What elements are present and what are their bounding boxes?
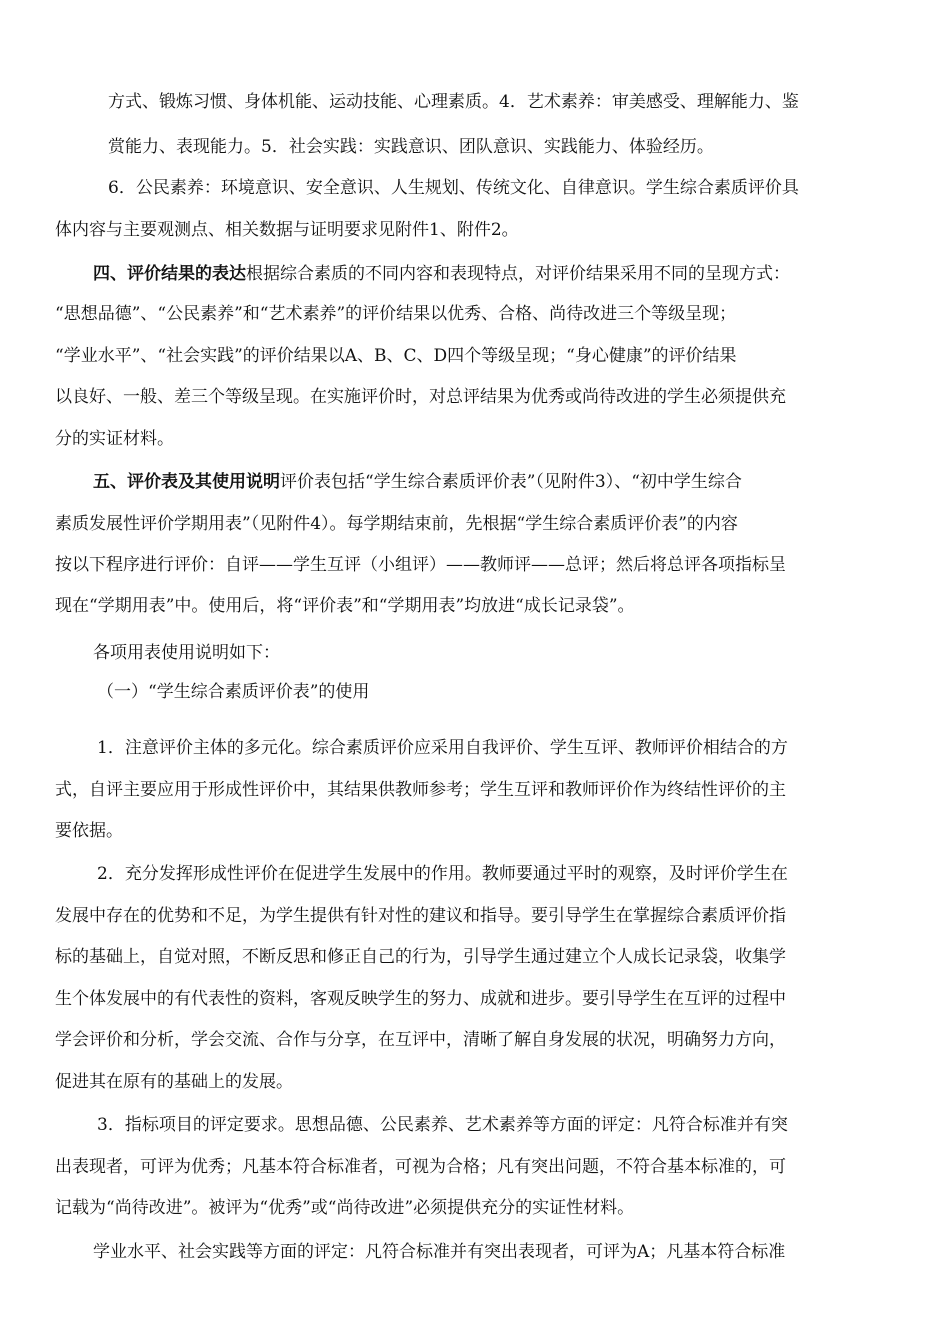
item-2-line: 发展中存在的优势和不足，为学生提供有针对性的建议和指导。要引导学生在掌握综合素质评价指 xyxy=(55,906,786,926)
text-line: 现在“学期用表”中。使用后，将“评价表”和“学期用表”均放进“成长记录袋”。 xyxy=(55,596,635,616)
text-line: 学业水平、社会实践等方面的评定：凡符合标准并有突出表现者，可评为A；凡基本符合标准 xyxy=(93,1242,786,1262)
text-line: 按以下程序进行评价：自评——学生互评（小组评）——教师评——总评；然后将总评各项指标呈 xyxy=(55,555,786,575)
usage-intro: 各项用表使用说明如下： xyxy=(93,643,280,663)
item-1-line: 要依据。 xyxy=(55,821,123,841)
text-line: 赏能力、表现能力。5．社会实践：实践意识、团队意识、实践能力、体验经历。 xyxy=(108,137,714,157)
item-1-line: 1．注意评价主体的多元化。综合素质评价应采用自我评价、学生互评、教师评价相结合的方 xyxy=(97,738,788,758)
section-5-heading: 五、评价表及其使用说明 xyxy=(93,472,280,492)
item-2-line: 2．充分发挥形成性评价在促进学生发展中的作用。教师要通过平时的观察，及时评价学生在 xyxy=(97,864,788,884)
text-line: 素质发展性评价学期用表”（见附件4）。每学期结束前，先根据“学生综合素质评价表”的内容 xyxy=(55,514,738,534)
subheading: （一）“学生综合素质评价表”的使用 xyxy=(97,682,370,702)
item-3-line: 出表现者，可评为优秀；凡基本符合标准者，可视为合格；凡有突出问题，不符合基本标准的，可 xyxy=(55,1157,786,1177)
section-5-text: 评价表包括“学生综合素质评价表”（见附件3）、“初中学生综合 xyxy=(280,472,742,492)
text-line: “思想品德”、“公民素养”和“艺术素养”的评价结果以优秀、合格、尚待改进三个等级呈现； xyxy=(55,304,737,324)
text-line: 以良好、一般、差三个等级呈现。在实施评价时，对总评结果为优秀或尚待改进的学生必须提供充 xyxy=(55,387,786,407)
item-2-line: 标的基础上，自觉对照，不断反思和修正自己的行为，引导学生通过建立个人成长记录袋，收集学 xyxy=(55,947,786,967)
text-line: “学业水平”、“社会实践”的评价结果以A、B、C、D四个等级呈现；“身心健康”的评价结果 xyxy=(55,346,737,366)
text-line: 分的实证材料。 xyxy=(55,429,174,449)
section-5-first-line xyxy=(93,470,742,494)
item-3-line: 3．指标项目的评定要求。思想品德、公民素养、艺术素养等方面的评定：凡符合标准并有突 xyxy=(97,1115,788,1135)
item-1-line: 式，自评主要应用于形成性评价中，其结果供教师参考；学生互评和教师评价作为终结性评价的主 xyxy=(55,780,786,800)
item-2-line: 生个体发展中的有代表性的资料，客观反映学生的努力、成就和进步。要引导学生在互评的过程中 xyxy=(55,989,786,1009)
item-3-line: 记载为“尚待改进”。被评为“优秀”或“尚待改进”必须提供充分的实证性材料。 xyxy=(55,1198,635,1218)
section-4-text: 根据综合素质的不同内容和表现特点，对评价结果采用不同的呈现方式： xyxy=(246,264,790,284)
text-line: 方式、锻炼习惯、身体机能、运动技能、心理素质。4．艺术素养：审美感受、理解能力、鉴 xyxy=(108,92,799,112)
item-2-line: 学会评价和分析，学会交流、合作与分享，在互评中，清晰了解自身发展的状况，明确努力方向， xyxy=(55,1030,786,1050)
text-line: 体内容与主要观测点、相关数据与证明要求见附件1、附件2。 xyxy=(55,220,519,240)
text-line: 6．公民素养：环境意识、安全意识、人生规划、传统文化、自律意识。学生综合素质评价具 xyxy=(108,178,799,198)
item-2-line: 促进其在原有的基础上的发展。 xyxy=(55,1072,293,1092)
section-4-first-line xyxy=(93,262,790,286)
section-4-heading: 四、评价结果的表达 xyxy=(93,264,246,284)
